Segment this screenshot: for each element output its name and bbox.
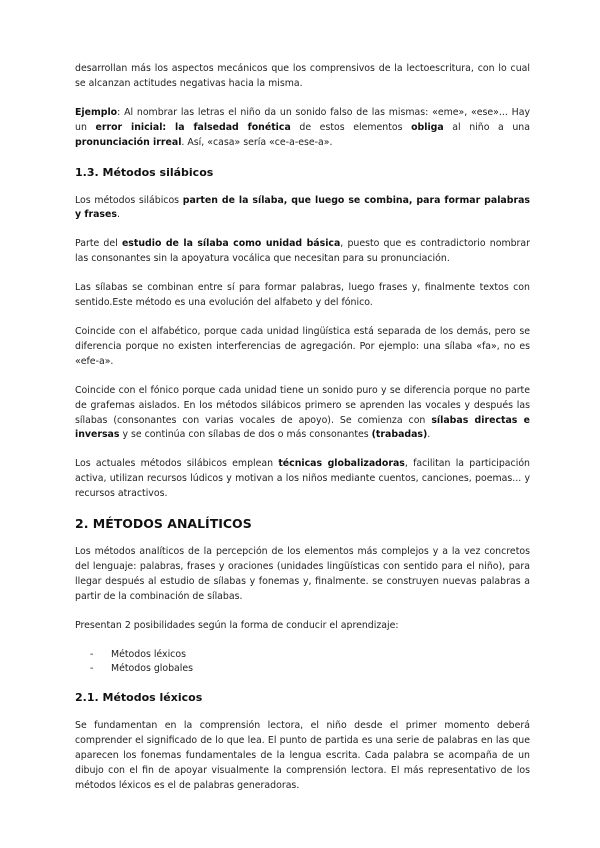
heading-metodos-lexicos: 2.1. Métodos léxicos [75, 691, 203, 705]
bold-text: pronunciación irreal [75, 136, 182, 148]
bold-text: estudio de la sílaba como unidad básica [121, 238, 341, 250]
bold-text: técnicas globalizadoras [278, 458, 405, 470]
bold-text: error inicial: la falsedad fonética [95, 121, 291, 133]
list-item-label: Métodos globales [111, 663, 194, 675]
dash-bullet: - [90, 648, 94, 660]
paragraph-silabicos-4: Coincide con el alfabético, porque cada unidad lingüística está separada de los demás, pero se diferencia porque no existen interferencias de agregación. Por ejemplo: una sílaba «fa», no es «efe-a». [75, 325, 530, 367]
paragraph-silabicos-1: Los métodos silábicos parten de la sílaba, que luego se combina, para formar palabras y frases. [75, 194, 531, 221]
list-item [75, 662, 530, 677]
paragraph-analiticos-1: Los métodos analíticos de la percepción de los elementos más complejos y a la vez concretos del lenguaje: palabras, frases y oraciones (unidades lingüísticas con sentido para el niño), para llegar después al estudio de sílabas y fonemas y, finalmente. se construyen nuevas palabras a partir de la combinación de sílabas. [75, 546, 530, 602]
list-item [75, 648, 530, 663]
dash-bullet: - [90, 663, 94, 675]
heading-metodos-silabicos: 1.3. Métodos silábicos [75, 165, 214, 179]
list-item-label: Métodos léxicos [111, 648, 186, 660]
bold-text: parten de la sílaba, que luego se combina, para formar palabras y frases [75, 194, 531, 221]
list-posibilidades [75, 648, 530, 678]
heading-metodos-analiticos: 2. MÉTODOS ANALÍTICOS [75, 516, 252, 532]
bold-text: sílabas directas e inversas [75, 414, 530, 441]
bold-text: (trabadas) [371, 429, 428, 441]
paragraph-silabicos-2: Parte del estudio de la sílaba como unidad básica, puesto que es contradictorio nombrar las consonantes sin la apoyatura vocálica que necesitan para su pronunciación. [75, 238, 530, 265]
paragraph-ejemplo: Ejemplo: Al nombrar las letras el niño da un sonido falso de las mismas: «eme», «ese»... Hay un error inicial: la falsedad fonética de estos elementos obliga al niño a una pronunciación irreal. Así, «casa» sería «ce-a-ese-a». [75, 106, 530, 148]
paragraph-silabicos-5: Coincide con el fónico porque cada unidad tiene un sonido puro y se diferencia porque no parte de grafemas aislados. En los métodos silábicos primero se aprenden las vocales y después las sílabas (consonantes con varias vocales de apoyo). Se comienza con sílabas directas e inversas y se continúa con sílabas de dos o más consonantes (trabadas). [75, 384, 530, 441]
paragraph-silabicos-6: Los actuales métodos silábicos emplean técnicas globalizadoras, facilitan la participación activa, utilizan recursos lúdicos y motivan a los niños mediante cuentos, canciones, poemas... y recursos atractivos. [75, 458, 530, 500]
bold-text: Ejemplo [75, 106, 118, 118]
paragraph-intro: desarrollan más los aspectos mecánicos que los comprensivos de la lectoescritura, con lo cual se alcanzan actitudes negativas hacia la misma. [75, 63, 530, 89]
document-page [75, 62, 530, 808]
bold-text: obliga [411, 121, 444, 133]
paragraph-silabicos-3: Las sílabas se combinan entre sí para formar palabras, luego frases y, finalmente textos con sentido.Este método es una evolución del alfabeto y del fónico. [75, 282, 530, 309]
paragraph-analiticos-2: Presentan 2 posibilidades según la forma de conducir el aprendizaje: [75, 619, 399, 631]
paragraph-lexicos-1: Se fundamentan en la comprensión lectora, el niño desde el primer momento deberá comprender el significado de lo que lea. El punto de partida es una serie de palabras en las que aparecen los fonemas fundamentales de la lengua escrita. Cada palabra se acompaña de un dibujo con el fin de apoyar visualmente la comprensión lectora. El más representativo de los métodos léxicos es el de palabras generadoras. [75, 720, 530, 791]
